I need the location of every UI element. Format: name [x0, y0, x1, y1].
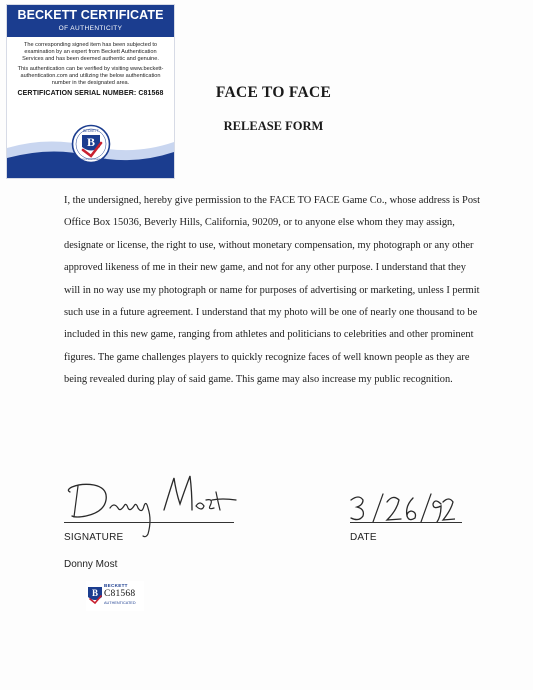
date-label: DATE — [350, 532, 377, 543]
certificate-paragraph-2: This authentication can be verified by visiting www.beckett-authentication.com and utilizing the below authentication number in the designated area. — [17, 66, 164, 86]
handwritten-signature — [64, 470, 244, 540]
seal-text-top: BECKETT — [83, 129, 99, 133]
printed-name: Donny Most — [64, 559, 118, 570]
seal-letter: B — [86, 135, 96, 149]
certificate-brand-subtitle: OF AUTHENTICITY — [58, 25, 123, 32]
form-subtitle: RELEASE FORM — [223, 119, 324, 133]
signature-label: SIGNATURE — [64, 532, 124, 543]
sticker-auth-text: AUTHENTICATED — [104, 601, 136, 605]
certificate-paragraph-1: The corresponding signed item has been subjected to examination by an expert from Beckett Authentication Services and has been deemed authentic and genuine. — [22, 42, 159, 62]
beckett-serial-sticker — [86, 581, 144, 611]
release-form-body: I, the undersigned, hereby give permission to the FACE TO FACE Game Co., whose address is Post Office Box 15036, Beverly Hills, California, 90209, or to anyone else whom they may assign, designate or license, the right to use, without monetary compensation, my photograph or any other approved likeness of me in their new game, and not for any other purpose. I understand that they will in no way use my photograph or name for purposes of advertising or marketing, unless I permit such use in a future agreement. I understand that my photo will be one of nearly one thousand to be included in this new game, ranging from athletes and politicians to celebrities and other prominent figures. The game challenges players to quickly recognize faces of well known people as they are being revealed during play of said game. This game may also increase my public recognition. — [64, 195, 480, 386]
signature-line — [64, 522, 234, 523]
date-line — [350, 522, 462, 523]
certificate-serial-number: CERTIFICATION SERIAL NUMBER: C81568 — [17, 90, 164, 97]
sticker-brand: BECKETT — [104, 583, 128, 588]
beckett-small-logo-icon — [87, 585, 103, 605]
sticker-serial: C81568 — [104, 589, 136, 599]
small-logo-letter: B — [91, 588, 99, 598]
certificate-brand-title: BECKETT CERTIFICATE — [17, 8, 164, 22]
certificate-text — [7, 37, 174, 87]
form-title: FACE TO FACE — [215, 84, 332, 101]
seal-text-bottom: AUTHENTICATION SERVICES — [75, 159, 107, 161]
certificate-header — [7, 5, 174, 37]
